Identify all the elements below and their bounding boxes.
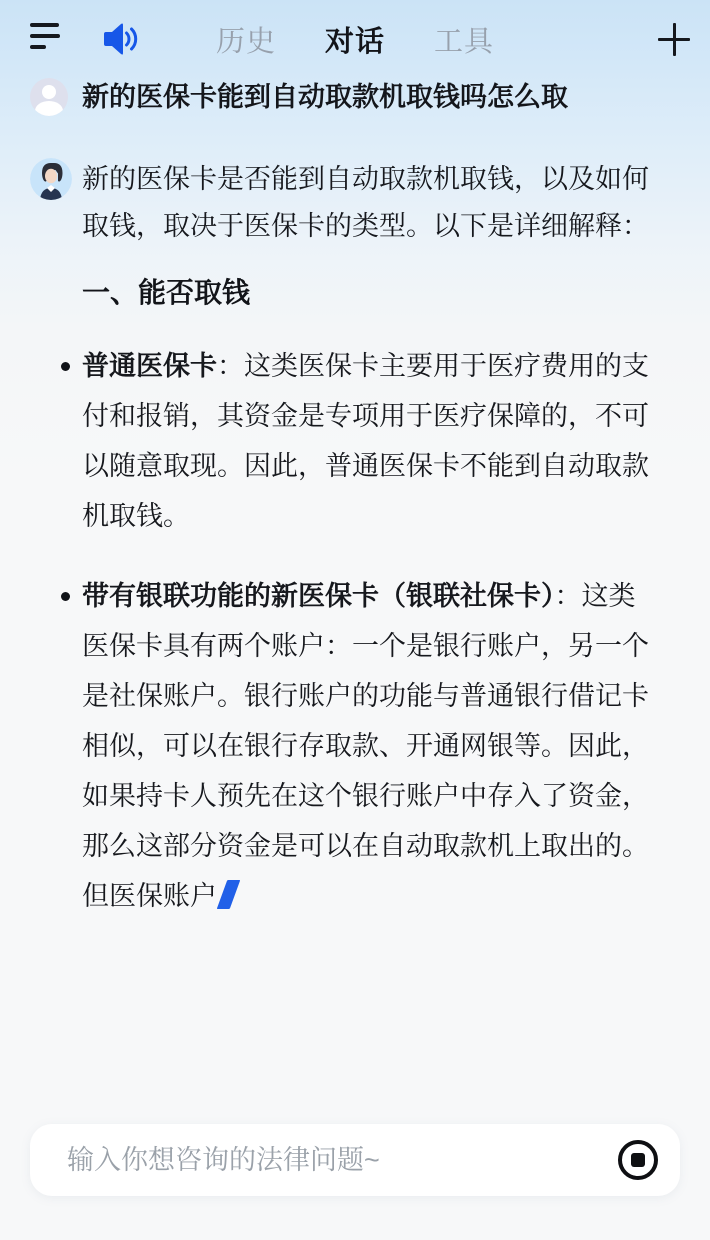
assistant-message [0, 156, 710, 921]
assistant-intro: 新的医保卡是否能到自动取款机取钱，以及如何取钱，取决于医保卡的类型。以下是详细解释： [82, 164, 649, 241]
speaker-icon[interactable] [102, 22, 138, 56]
tab-dialogue[interactable]: 对话 [324, 25, 386, 58]
tab-tools[interactable]: 工具 [434, 25, 495, 58]
tab-history[interactable]: 历史 [215, 25, 276, 58]
user-avatar [30, 78, 68, 116]
assistant-message-text [82, 156, 662, 921]
question-input[interactable] [65, 1144, 618, 1177]
stop-button[interactable] [618, 1140, 658, 1180]
streaming-cursor-icon [217, 880, 241, 909]
assistant-heading: 一、能否取钱 [82, 277, 251, 308]
assistant-bullet-list [82, 341, 662, 921]
person-silhouette-icon [42, 85, 56, 99]
conversation [0, 78, 710, 921]
top-bar [0, 0, 710, 78]
tab-bar [216, 0, 494, 78]
stop-icon [631, 1153, 645, 1167]
bullet-item-unionpay-card: 带有银联功能的新医保卡（银联社保卡）：这类医保卡具有两个账户：一个是银行账户，另一个是社保账户。银行账户的功能与普通银行借记卡相似，可以在银行存取款、开通网银等。因此，如果持卡人预先在这个银行账户中存入了资金，那么这部分资金是可以在自动取款机上取出的。但医保账户 [82, 571, 662, 921]
bullet-item-ordinary-card: 普通医保卡：这类医保卡主要用于医疗费用的支付和报销，其资金是专项用于医疗保障的，不可以随意取现。因此，普通医保卡不能到自动取款机取钱。 [82, 341, 662, 541]
assistant-avatar [30, 158, 72, 200]
input-bar [30, 1124, 680, 1196]
user-message [0, 78, 710, 116]
plus-icon[interactable] [656, 22, 692, 58]
menu-icon[interactable] [30, 23, 62, 55]
user-message-text: 新的医保卡能到自动取款机取钱吗怎么取 [82, 82, 568, 112]
